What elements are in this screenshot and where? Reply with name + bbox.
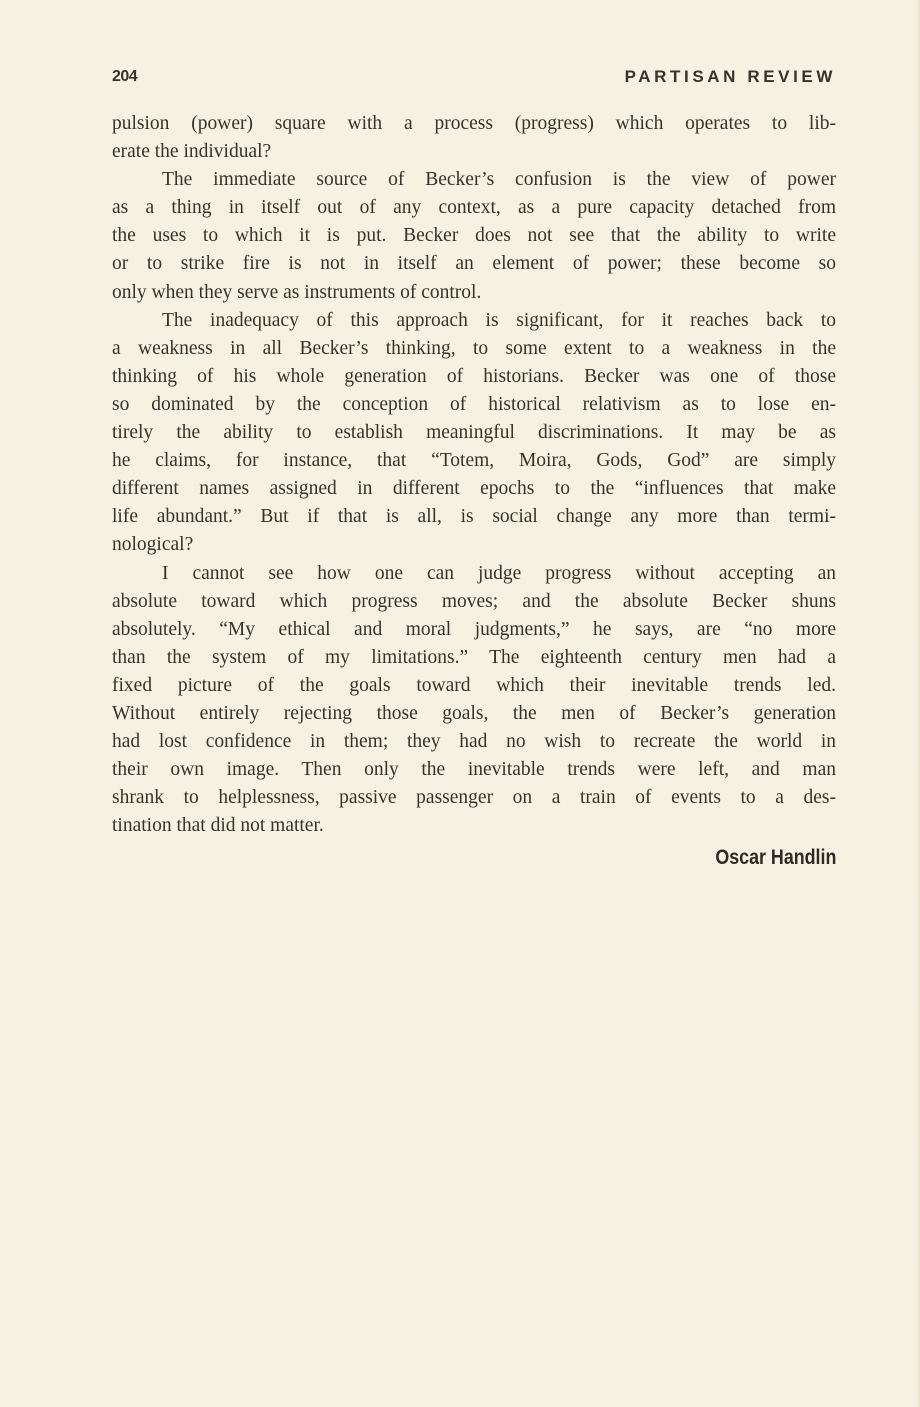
paragraph: [112, 307, 836, 560]
text-line: life abundant.” But if that is all, is social change any more than termi-: [112, 506, 836, 528]
text-line: only when they serve as instruments of control.: [112, 281, 482, 303]
text-line: tirely the ability to establish meaningful discriminations. It may be as: [112, 422, 836, 444]
text-line: fixed picture of the goals toward which their inevitable trends led.: [112, 674, 836, 696]
text-line: The immediate source of Becker’s confusion is the view of power: [162, 169, 836, 191]
text-line: shrank to helplessness, passive passenger on a train of events to a des-: [112, 787, 836, 809]
paragraph: [112, 110, 836, 166]
text-line: pulsion (power) square with a process (progress) which operates to lib-: [112, 113, 836, 134]
text-line: The inadequacy of this approach is significant, for it reaches back to: [162, 309, 836, 331]
article-body: [112, 110, 836, 840]
text-line: nological?: [112, 534, 194, 556]
text-line: absolute toward which progress moves; and the absolute Becker shuns: [112, 590, 836, 612]
text-line: thinking of his whole generation of historians. Becker was one of those: [112, 365, 836, 387]
text-line: absolutely. “My ethical and moral judgments,” he says, are “no more: [112, 618, 836, 640]
running-head: PARTISAN REVIEW: [624, 67, 836, 86]
paragraph: [112, 560, 836, 841]
text-line: erate the individual?: [112, 141, 272, 163]
text-line: he claims, for instance, that “Totem, Moira, Gods, God” are simply: [112, 450, 836, 472]
text-line: so dominated by the conception of historical relativism as to lose en-: [112, 393, 836, 415]
paragraph: [112, 166, 836, 306]
text-line: their own image. Then only the inevitable trends were left, and man: [112, 759, 836, 781]
text-line: the uses to which it is put. Becker does not see that the ability to write: [112, 225, 836, 247]
page-number: 204: [112, 68, 138, 85]
text-line: had lost confidence in them; they had no wish to recreate the world in: [112, 731, 836, 753]
text-line: Without entirely rejecting those goals, the men of Becker’s generation: [112, 702, 836, 724]
text-line: tination that did not matter.: [112, 815, 324, 837]
author-signature: Oscar Handlin: [714, 846, 836, 869]
page-edge: [916, 0, 920, 1407]
text-line: a weakness in all Becker’s thinking, to some extent to a weakness in the: [112, 337, 836, 359]
text-line: different names assigned in different epochs to the “influences that make: [112, 478, 836, 500]
text-line: I cannot see how one can judge progress without accepting an: [162, 562, 836, 584]
text-line: than the system of my limitations.” The eighteenth century men had a: [112, 646, 836, 668]
text-line: as a thing in itself out of any context, as a pure capacity detached from: [112, 197, 836, 219]
text-line: or to strike fire is not in itself an element of power; these become so: [112, 253, 836, 275]
